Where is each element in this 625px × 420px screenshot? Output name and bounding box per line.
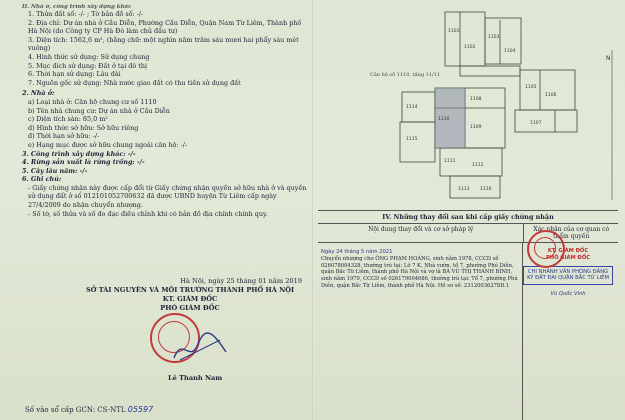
unit-label: 1106 — [545, 93, 557, 98]
perennial: 5. Cây lâu năm: -/- — [22, 166, 88, 175]
forest: 4. Rừng sản xuất là rừng trồng: -/- — [22, 158, 145, 167]
unit-label: 1109 — [470, 125, 482, 130]
section4-body — [318, 243, 618, 420]
house-name: b) Tên nhà chung cư: Dự án nhà ở Cầu Diễn — [28, 106, 170, 115]
note-3: 27/4/2009 do nhận chuyển nhượng. — [28, 201, 143, 210]
house-area: c) Diện tích sàn: 85,0 m² — [28, 115, 108, 124]
confirm-stamp-box: CHI NHÁNH VĂN PHÒNG ĐĂNG KÝ ĐẤT ĐAI QUẬN BẮC TỪ LIÊM — [523, 266, 613, 285]
confirm-role: PHÓ GIÁM ĐỐC — [545, 254, 591, 261]
certificate-number — [25, 405, 153, 414]
plan-caption: Căn hộ số 1110, tầng 11/11 — [370, 72, 441, 78]
house-header: 2. Nhà ở: — [22, 89, 55, 98]
signer-name: Lê Thanh Nam — [168, 374, 223, 382]
entry-line: sinh năm 1979, CCCD số 026179004686, thường trú tại: Tổ 7, phường Phú — [321, 276, 518, 283]
entry-date: Ngày 24 tháng 5 năm 2021 — [321, 249, 393, 255]
item-2: 2. Địa chỉ: Dự án nhà ở Cầu Diễn, Phường Cầu Diễn, Quận Nam Từ Liêm, Thành phố — [28, 18, 302, 27]
cert-number: 05597 — [127, 405, 154, 414]
changes-section — [318, 210, 618, 420]
unit-label: 1111 — [444, 159, 456, 164]
unit-label: 1116 — [480, 187, 492, 192]
item-6: 6. Thời hạn sử dụng: Lâu dài — [28, 70, 121, 79]
entry-line: Chuyển nhượng cho ÔNG PHẠM HOÀNG, sinh năm 1978, CCCD số — [321, 255, 499, 262]
authority: SỞ TÀI NGUYÊN VÀ MÔI TRƯỜNG THÀNH PHỐ HÀ NỘI — [85, 286, 295, 294]
unit-label: 1113 — [458, 187, 470, 192]
item-3b: vuông) — [28, 44, 51, 53]
note-2: sử dụng đất ở số 012101052700632 đã được UBND huyện Từ Liêm cấp ngày — [28, 192, 277, 201]
unit-label: 1115 — [406, 137, 418, 142]
section4-title: IV. Những thay đổi sau khi cấp giấy chứng nhận — [318, 210, 618, 224]
section4-header — [318, 224, 618, 243]
role-title: PHÓ GIÁM ĐỐC — [160, 304, 220, 312]
left-page — [22, 4, 317, 218]
item-1: 1. Thửa đất số: -/- ; Tờ bản đồ số: -/- — [28, 10, 144, 18]
unit-label: 1101 — [448, 29, 460, 34]
section-header: II. Nhà ở, công trình xây dựng khác — [22, 4, 132, 10]
unit-label: 1110 — [438, 117, 450, 122]
item-3: 3. Diện tích: 1562,6 m², (bằng chữ: một nghìn năm trăm sáu mươi hai phẩy sáu mét — [28, 35, 299, 44]
col-confirm-header: Xác nhận của cơ quan có thẩm quyền — [533, 226, 610, 240]
confirmation — [523, 243, 613, 420]
confirm-seal — [527, 230, 565, 268]
signature-icon — [170, 330, 230, 368]
house-common: e) Hạng mục được sở hữu chung ngoài căn hộ: -/- — [28, 140, 188, 149]
signing-block — [60, 277, 320, 313]
confirm-signer: Vũ Quốc Vinh — [550, 290, 586, 297]
unit-label: 1105 — [525, 85, 537, 90]
item-2b: Hà Nội (do Công ty CP Hà Đô làm chủ đầu tư) — [28, 27, 178, 36]
house-ownership: d) Hình thức sở hữu: Sở hữu riêng — [28, 123, 139, 132]
house-type: a) Loại nhà ở: Căn hộ chung cư số 1110 — [28, 97, 157, 106]
entry-line: 026078004328, thường trú tại: Lô 7 K, Nhà vườn, tổ 7, phường Phú Diễn, — [321, 262, 514, 269]
place-date: Hà Nội, ngày 25 tháng 01 năm 2019 — [180, 277, 302, 285]
change-entry — [318, 243, 523, 420]
confirm-kt: KT. GIÁM ĐỐC — [547, 248, 589, 254]
unit-label: 1112 — [472, 163, 484, 168]
col-content-header: Nội dung thay đổi và cơ sở pháp lý — [318, 224, 524, 242]
item-4: 4. Hình thức sử dụng: Sử dụng chung — [28, 52, 150, 61]
note-1: - Giấy chứng nhận này được cấp đổi từ Giấy chứng nhận quyền sở hữu nhà ở và quyền — [28, 183, 307, 192]
other-construction: 3. Công trình xây dựng khác: -/- — [22, 149, 136, 158]
entry-line: quận Bắc Từ Liêm, thành phố Hà Nội và vợ là BÀ VŨ THỊ THANH BÌNH, — [321, 269, 513, 276]
item-7: 7. Nguồn gốc sử dụng: Nhà nước giao đất có thu tiền sử dụng đất — [28, 78, 241, 87]
kt-title: KT. GIÁM ĐỐC — [162, 295, 218, 303]
unit-label: 1102 — [464, 45, 476, 50]
unit-label: 1114 — [406, 105, 418, 110]
house-term: đ) Thời hạn sở hữu: -/- — [28, 132, 100, 141]
notes-header: 6. Ghi chú: — [22, 175, 62, 184]
unit-label: 1107 — [530, 121, 542, 126]
cert-label: Số vào sổ cấp GCN: CS-NTL — [25, 406, 126, 414]
item-5: 5. Mục đích sử dụng: Đất ở tại đô thị — [28, 61, 147, 70]
north-label: N — [606, 55, 611, 62]
unit-label: 1103 — [488, 35, 500, 40]
unit-label: 1104 — [504, 49, 516, 54]
entry-line: Diễn, quận Bắc Từ Liêm, thành phố Hà Nội. Hồ sơ số: 23120036278D.1 — [321, 282, 510, 289]
unit-label: 1108 — [470, 97, 482, 102]
note-4: - Số tờ, số thửa và số đo đạc điều chỉnh khi có bản đồ địa chính chính quy. — [28, 209, 268, 218]
floor-plan — [340, 0, 625, 205]
